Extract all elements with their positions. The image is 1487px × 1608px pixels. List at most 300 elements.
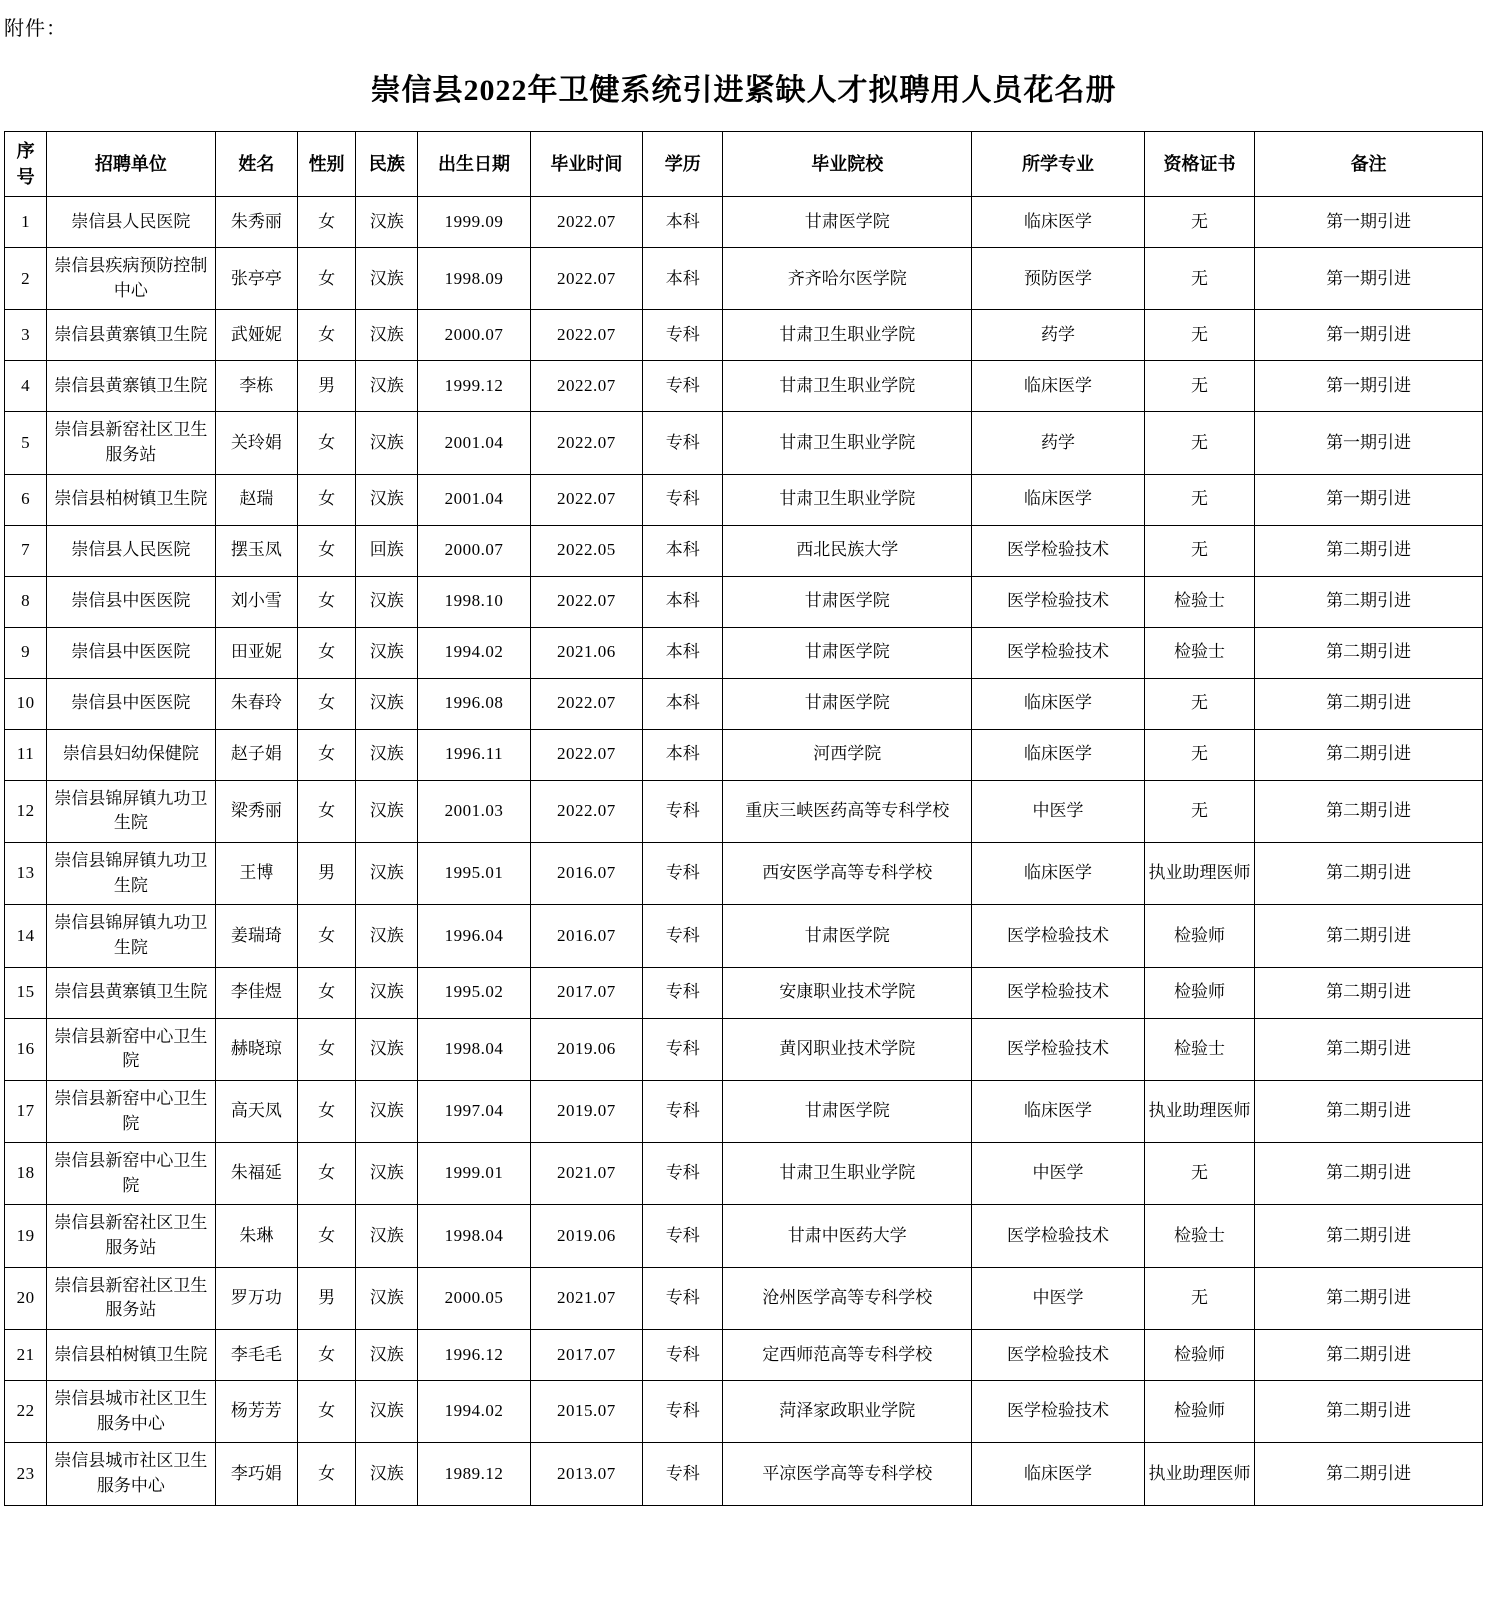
cell-index: 16 [5,1018,47,1080]
table-header-row [5,132,1483,197]
cell-school: 河西学院 [723,729,972,780]
cell-major: 中医学 [972,1267,1145,1329]
cell-birth-date: 1994.02 [418,627,530,678]
cell-major: 医学检验技术 [972,627,1145,678]
cell-ethnicity: 汉族 [356,967,418,1018]
cell-remark: 第二期引进 [1255,1381,1483,1443]
cell-ethnicity: 汉族 [356,905,418,967]
cell-major: 临床医学 [972,1443,1145,1505]
cell-education: 专科 [643,361,723,412]
column-header-major: 所学专业 [972,132,1145,197]
cell-name: 李巧娟 [215,1443,297,1505]
cell-graduation-date: 2022.05 [530,525,642,576]
cell-major: 中医学 [972,780,1145,842]
cell-unit: 崇信县黄寨镇卫生院 [47,967,216,1018]
cell-gender: 女 [297,627,355,678]
cell-graduation-date: 2022.07 [530,412,642,474]
cell-index: 12 [5,780,47,842]
cell-certificate: 无 [1144,412,1254,474]
cell-index: 10 [5,678,47,729]
cell-name: 朱福延 [215,1143,297,1205]
cell-index: 13 [5,843,47,905]
column-header-graduation-date: 毕业时间 [530,132,642,197]
cell-unit: 崇信县锦屏镇九功卫生院 [47,780,216,842]
cell-gender: 女 [297,905,355,967]
cell-education: 专科 [643,780,723,842]
cell-birth-date: 1999.12 [418,361,530,412]
cell-unit: 崇信县柏树镇卫生院 [47,474,216,525]
cell-education: 专科 [643,1330,723,1381]
cell-birth-date: 1996.08 [418,678,530,729]
cell-major: 预防医学 [972,248,1145,310]
cell-name: 赵瑞 [215,474,297,525]
cell-unit: 崇信县妇幼保健院 [47,729,216,780]
cell-index: 11 [5,729,47,780]
cell-ethnicity: 汉族 [356,1205,418,1267]
column-header-school: 毕业院校 [723,132,972,197]
table-row [5,1080,1483,1142]
cell-education: 本科 [643,729,723,780]
cell-name: 刘小雪 [215,576,297,627]
cell-school: 甘肃卫生职业学院 [723,474,972,525]
column-header-ethnicity: 民族 [356,132,418,197]
cell-remark: 第二期引进 [1255,576,1483,627]
cell-birth-date: 1998.04 [418,1018,530,1080]
table-row [5,1267,1483,1329]
cell-index: 1 [5,197,47,248]
cell-unit: 崇信县柏树镇卫生院 [47,1330,216,1381]
cell-major: 医学检验技术 [972,576,1145,627]
cell-school: 甘肃医学院 [723,678,972,729]
cell-remark: 第一期引进 [1255,361,1483,412]
cell-certificate: 无 [1144,197,1254,248]
cell-remark: 第二期引进 [1255,627,1483,678]
table-row [5,1143,1483,1205]
cell-education: 专科 [643,967,723,1018]
cell-index: 6 [5,474,47,525]
cell-graduation-date: 2017.07 [530,1330,642,1381]
cell-ethnicity: 汉族 [356,1080,418,1142]
cell-school: 甘肃医学院 [723,197,972,248]
cell-certificate: 无 [1144,361,1254,412]
cell-gender: 女 [297,525,355,576]
cell-name: 王博 [215,843,297,905]
cell-remark: 第二期引进 [1255,729,1483,780]
table-row [5,729,1483,780]
cell-graduation-date: 2017.07 [530,967,642,1018]
cell-name: 田亚妮 [215,627,297,678]
cell-birth-date: 1994.02 [418,1381,530,1443]
cell-index: 15 [5,967,47,1018]
cell-ethnicity: 汉族 [356,1330,418,1381]
cell-remark: 第一期引进 [1255,310,1483,361]
cell-name: 杨芳芳 [215,1381,297,1443]
column-header-birth-date: 出生日期 [418,132,530,197]
cell-major: 药学 [972,412,1145,474]
cell-gender: 女 [297,412,355,474]
cell-ethnicity: 汉族 [356,627,418,678]
cell-gender: 女 [297,678,355,729]
cell-name: 罗万功 [215,1267,297,1329]
cell-name: 武娅妮 [215,310,297,361]
cell-certificate: 无 [1144,474,1254,525]
column-header-index: 序号 [5,132,47,197]
cell-education: 专科 [643,905,723,967]
cell-certificate: 检验师 [1144,1330,1254,1381]
table-row [5,197,1483,248]
cell-unit: 崇信县中医医院 [47,576,216,627]
table-row [5,310,1483,361]
cell-index: 19 [5,1205,47,1267]
cell-index: 17 [5,1080,47,1142]
cell-certificate: 检验师 [1144,1381,1254,1443]
cell-major: 医学检验技术 [972,967,1145,1018]
cell-graduation-date: 2022.07 [530,729,642,780]
cell-gender: 女 [297,197,355,248]
cell-name: 摆玉凤 [215,525,297,576]
cell-index: 4 [5,361,47,412]
cell-index: 5 [5,412,47,474]
cell-education: 专科 [643,1018,723,1080]
cell-graduation-date: 2019.06 [530,1018,642,1080]
cell-remark: 第二期引进 [1255,1330,1483,1381]
cell-education: 本科 [643,197,723,248]
cell-education: 专科 [643,1267,723,1329]
table-row [5,780,1483,842]
cell-gender: 女 [297,248,355,310]
cell-graduation-date: 2013.07 [530,1443,642,1505]
cell-unit: 崇信县新窑社区卫生服务站 [47,1205,216,1267]
cell-certificate: 检验师 [1144,905,1254,967]
cell-school: 甘肃医学院 [723,1080,972,1142]
cell-graduation-date: 2019.07 [530,1080,642,1142]
cell-major: 医学检验技术 [972,1330,1145,1381]
cell-unit: 崇信县黄寨镇卫生院 [47,361,216,412]
cell-name: 姜瑞琦 [215,905,297,967]
cell-graduation-date: 2021.07 [530,1267,642,1329]
cell-school: 沧州医学高等专科学校 [723,1267,972,1329]
page-title: 崇信县2022年卫健系统引进紧缺人才拟聘用人员花名册 [370,74,1117,107]
table-row [5,525,1483,576]
cell-ethnicity: 汉族 [356,361,418,412]
cell-school: 甘肃卫生职业学院 [723,361,972,412]
cell-birth-date: 1998.09 [418,248,530,310]
table-row [5,1381,1483,1443]
cell-name: 张亭亭 [215,248,297,310]
table-row [5,678,1483,729]
cell-ethnicity: 汉族 [356,843,418,905]
cell-graduation-date: 2022.07 [530,310,642,361]
cell-index: 21 [5,1330,47,1381]
cell-name: 关玲娟 [215,412,297,474]
cell-birth-date: 1998.10 [418,576,530,627]
cell-index: 3 [5,310,47,361]
cell-ethnicity: 汉族 [356,1018,418,1080]
column-header-education: 学历 [643,132,723,197]
cell-remark: 第一期引进 [1255,412,1483,474]
cell-unit: 崇信县城市社区卫生服务中心 [47,1443,216,1505]
cell-birth-date: 1998.04 [418,1205,530,1267]
cell-major: 临床医学 [972,729,1145,780]
column-header-name: 姓名 [215,132,297,197]
cell-school: 甘肃卫生职业学院 [723,412,972,474]
cell-birth-date: 2000.05 [418,1267,530,1329]
cell-ethnicity: 汉族 [356,1381,418,1443]
cell-education: 专科 [643,412,723,474]
cell-gender: 男 [297,361,355,412]
cell-index: 8 [5,576,47,627]
cell-ethnicity: 回族 [356,525,418,576]
table-row [5,843,1483,905]
cell-education: 本科 [643,525,723,576]
cell-school: 平凉医学高等专科学校 [723,1443,972,1505]
cell-school: 黄冈职业技术学院 [723,1018,972,1080]
cell-graduation-date: 2016.07 [530,905,642,967]
cell-graduation-date: 2016.07 [530,843,642,905]
cell-education: 本科 [643,627,723,678]
cell-graduation-date: 2022.07 [530,248,642,310]
table-row [5,1330,1483,1381]
cell-birth-date: 1996.04 [418,905,530,967]
cell-education: 专科 [643,1381,723,1443]
cell-remark: 第二期引进 [1255,780,1483,842]
cell-education: 本科 [643,678,723,729]
cell-major: 药学 [972,310,1145,361]
cell-unit: 崇信县中医医院 [47,627,216,678]
table-row [5,627,1483,678]
cell-education: 专科 [643,1080,723,1142]
table-row [5,361,1483,412]
cell-major: 医学检验技术 [972,525,1145,576]
cell-unit: 崇信县新窑社区卫生服务站 [47,412,216,474]
cell-unit: 崇信县新窑社区卫生服务站 [47,1267,216,1329]
cell-unit: 崇信县人民医院 [47,525,216,576]
table-row [5,1205,1483,1267]
cell-remark: 第二期引进 [1255,905,1483,967]
cell-ethnicity: 汉族 [356,1143,418,1205]
cell-index: 23 [5,1443,47,1505]
cell-ethnicity: 汉族 [356,1267,418,1329]
cell-ethnicity: 汉族 [356,1443,418,1505]
cell-gender: 男 [297,843,355,905]
cell-gender: 女 [297,1443,355,1505]
cell-certificate: 无 [1144,729,1254,780]
cell-unit: 崇信县锦屏镇九功卫生院 [47,905,216,967]
cell-index: 9 [5,627,47,678]
cell-school: 定西师范高等专科学校 [723,1330,972,1381]
cell-gender: 女 [297,780,355,842]
cell-gender: 女 [297,576,355,627]
table-row [5,576,1483,627]
cell-name: 李佳煜 [215,967,297,1018]
cell-birth-date: 1995.02 [418,967,530,1018]
cell-ethnicity: 汉族 [356,474,418,525]
cell-major: 临床医学 [972,197,1145,248]
cell-education: 专科 [643,1443,723,1505]
cell-graduation-date: 2022.07 [530,576,642,627]
cell-gender: 女 [297,1143,355,1205]
cell-remark: 第二期引进 [1255,1267,1483,1329]
cell-certificate: 无 [1144,248,1254,310]
cell-certificate: 无 [1144,310,1254,361]
cell-gender: 女 [297,474,355,525]
cell-unit: 崇信县新窑中心卫生院 [47,1080,216,1142]
cell-major: 医学检验技术 [972,1381,1145,1443]
cell-name: 赵子娟 [215,729,297,780]
cell-remark: 第一期引进 [1255,474,1483,525]
cell-ethnicity: 汉族 [356,576,418,627]
cell-school: 甘肃医学院 [723,905,972,967]
cell-graduation-date: 2021.07 [530,1143,642,1205]
cell-gender: 女 [297,1018,355,1080]
cell-education: 专科 [643,474,723,525]
table-row [5,474,1483,525]
table-row [5,1443,1483,1505]
cell-school: 重庆三峡医药高等专科学校 [723,780,972,842]
cell-ethnicity: 汉族 [356,412,418,474]
cell-certificate: 无 [1144,525,1254,576]
table-row [5,967,1483,1018]
cell-gender: 女 [297,310,355,361]
cell-remark: 第二期引进 [1255,967,1483,1018]
cell-certificate: 检验师 [1144,967,1254,1018]
cell-gender: 女 [297,1381,355,1443]
cell-remark: 第二期引进 [1255,678,1483,729]
cell-school: 齐齐哈尔医学院 [723,248,972,310]
cell-name: 赫晓琼 [215,1018,297,1080]
attachment-label: 附件： [4,18,67,40]
cell-index: 18 [5,1143,47,1205]
table-row [5,248,1483,310]
cell-major: 医学检验技术 [972,1018,1145,1080]
cell-graduation-date: 2022.07 [530,361,642,412]
cell-remark: 第二期引进 [1255,1080,1483,1142]
cell-ethnicity: 汉族 [356,310,418,361]
cell-certificate: 执业助理医师 [1144,843,1254,905]
cell-education: 本科 [643,248,723,310]
cell-remark: 第二期引进 [1255,525,1483,576]
cell-ethnicity: 汉族 [356,780,418,842]
cell-index: 22 [5,1381,47,1443]
cell-major: 临床医学 [972,1080,1145,1142]
cell-major: 医学检验技术 [972,1205,1145,1267]
cell-birth-date: 1989.12 [418,1443,530,1505]
cell-name: 李栋 [215,361,297,412]
cell-graduation-date: 2021.06 [530,627,642,678]
cell-graduation-date: 2015.07 [530,1381,642,1443]
cell-unit: 崇信县人民医院 [47,197,216,248]
cell-certificate: 执业助理医师 [1144,1443,1254,1505]
cell-gender: 女 [297,967,355,1018]
cell-birth-date: 1997.04 [418,1080,530,1142]
cell-school: 甘肃卫生职业学院 [723,1143,972,1205]
cell-name: 朱秀丽 [215,197,297,248]
cell-ethnicity: 汉族 [356,197,418,248]
cell-name: 高天凤 [215,1080,297,1142]
cell-unit: 崇信县城市社区卫生服务中心 [47,1381,216,1443]
column-header-gender: 性别 [297,132,355,197]
cell-unit: 崇信县疾病预防控制中心 [47,248,216,310]
cell-birth-date: 1995.01 [418,843,530,905]
cell-education: 专科 [643,843,723,905]
cell-graduation-date: 2022.07 [530,474,642,525]
table-row [5,412,1483,474]
column-header-certificate: 资格证书 [1144,132,1254,197]
cell-school: 西北民族大学 [723,525,972,576]
cell-birth-date: 2000.07 [418,310,530,361]
cell-certificate: 无 [1144,678,1254,729]
table-row [5,905,1483,967]
cell-birth-date: 1996.11 [418,729,530,780]
cell-remark: 第二期引进 [1255,1443,1483,1505]
cell-gender: 女 [297,729,355,780]
table-row [5,1018,1483,1080]
cell-gender: 女 [297,1205,355,1267]
cell-unit: 崇信县中医医院 [47,678,216,729]
cell-index: 2 [5,248,47,310]
cell-birth-date: 2001.03 [418,780,530,842]
cell-school: 甘肃中医药大学 [723,1205,972,1267]
cell-gender: 女 [297,1330,355,1381]
cell-education: 专科 [643,310,723,361]
cell-name: 朱春玲 [215,678,297,729]
cell-certificate: 无 [1144,1143,1254,1205]
cell-major: 临床医学 [972,843,1145,905]
cell-name: 梁秀丽 [215,780,297,842]
cell-ethnicity: 汉族 [356,248,418,310]
cell-certificate: 无 [1144,780,1254,842]
column-header-unit: 招聘单位 [47,132,216,197]
cell-remark: 第一期引进 [1255,248,1483,310]
cell-index: 7 [5,525,47,576]
column-header-remark: 备注 [1255,132,1483,197]
cell-birth-date: 2000.07 [418,525,530,576]
cell-gender: 男 [297,1267,355,1329]
cell-major: 临床医学 [972,678,1145,729]
cell-birth-date: 1999.01 [418,1143,530,1205]
cell-graduation-date: 2022.07 [530,780,642,842]
roster-table [4,131,1483,1506]
cell-graduation-date: 2019.06 [530,1205,642,1267]
cell-unit: 崇信县新窑中心卫生院 [47,1143,216,1205]
cell-remark: 第二期引进 [1255,1018,1483,1080]
cell-school: 安康职业技术学院 [723,967,972,1018]
cell-education: 专科 [643,1143,723,1205]
cell-unit: 崇信县锦屏镇九功卫生院 [47,843,216,905]
cell-certificate: 无 [1144,1267,1254,1329]
cell-gender: 女 [297,1080,355,1142]
cell-remark: 第二期引进 [1255,843,1483,905]
cell-certificate: 检验士 [1144,627,1254,678]
cell-certificate: 执业助理医师 [1144,1080,1254,1142]
cell-birth-date: 2001.04 [418,412,530,474]
cell-remark: 第二期引进 [1255,1205,1483,1267]
cell-school: 西安医学高等专科学校 [723,843,972,905]
cell-index: 14 [5,905,47,967]
cell-birth-date: 1999.09 [418,197,530,248]
cell-school: 菏泽家政职业学院 [723,1381,972,1443]
cell-ethnicity: 汉族 [356,678,418,729]
cell-ethnicity: 汉族 [356,729,418,780]
cell-unit: 崇信县黄寨镇卫生院 [47,310,216,361]
cell-major: 临床医学 [972,361,1145,412]
cell-school: 甘肃医学院 [723,576,972,627]
cell-graduation-date: 2022.07 [530,197,642,248]
cell-certificate: 检验士 [1144,1205,1254,1267]
cell-education: 专科 [643,1205,723,1267]
cell-unit: 崇信县新窑中心卫生院 [47,1018,216,1080]
cell-school: 甘肃医学院 [723,627,972,678]
